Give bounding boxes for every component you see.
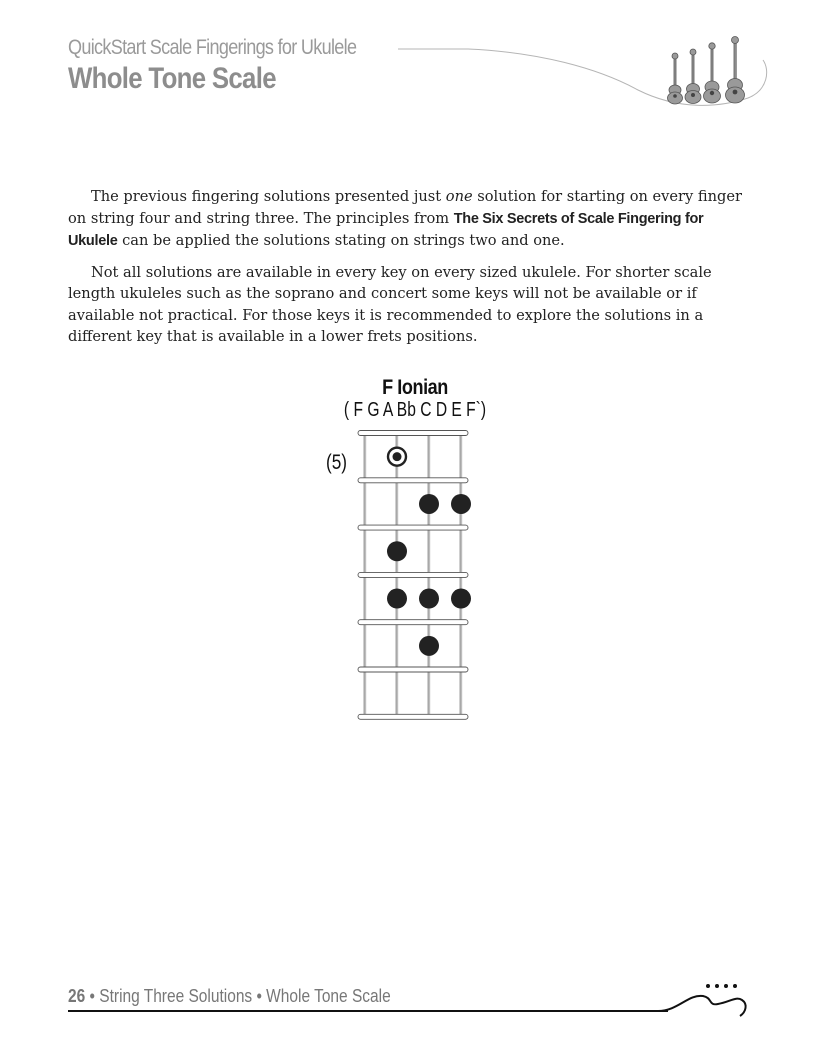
book-reference: The Six Secrets of Scale Fingering for Ukulele (68, 210, 704, 249)
finger-dot (419, 636, 439, 656)
book-title: QuickStart Scale Fingerings for Ukulele (68, 36, 357, 59)
finger-dot (387, 589, 407, 609)
finger-dot (419, 589, 439, 609)
paragraph-1: The previous fingering solutions presented just one solution for starting on every finger on string four and string three. The principles from The Six Secrets of Scale Fingering for Ukulele can be applied the solutions stating on strings two and one. (68, 188, 742, 249)
four-ukuleles-icon (668, 37, 745, 105)
fret-bar (358, 667, 468, 672)
footer-section: String Three Solutions • Whole Tone Scale (99, 986, 391, 1006)
finger-dot (451, 494, 471, 514)
fingering-diagram (300, 370, 540, 740)
finger-dot (387, 541, 407, 561)
ukulele-swirl-icon (658, 982, 758, 1022)
page-header (68, 30, 788, 130)
finger-dot (419, 494, 439, 514)
diagram-title: F Ionian (382, 376, 448, 399)
fret-bar (358, 572, 468, 577)
fret-bar (358, 431, 468, 436)
fret-bar (358, 525, 468, 530)
footer-rule (68, 1010, 668, 1012)
page-footer (68, 982, 758, 1022)
fretboard (300, 370, 540, 740)
page-number: 26 (68, 986, 86, 1006)
body-text (68, 186, 748, 357)
fret-bar (358, 620, 468, 625)
footer-text: 26 • String Three Solutions • Whole Tone Scale (68, 986, 391, 1006)
paragraph-2: Not all solutions are available in every key on every sized ukulele. For shorter scale length ukuleles such as the soprano and concert some keys will not be available or if available not practical. For those keys it is recommended to explore the solutions in a different key that is available in a lower frets positions. (68, 263, 712, 345)
fret-bar (358, 478, 468, 483)
diagram-notes: ( F G A Bb C D E F`) (343, 399, 487, 421)
page-title: Whole Tone Scale (68, 62, 276, 95)
finger-dot (451, 589, 471, 609)
fret-bar (358, 714, 468, 719)
start-fret-label: (5) (326, 451, 348, 474)
root-note-center (393, 452, 402, 461)
